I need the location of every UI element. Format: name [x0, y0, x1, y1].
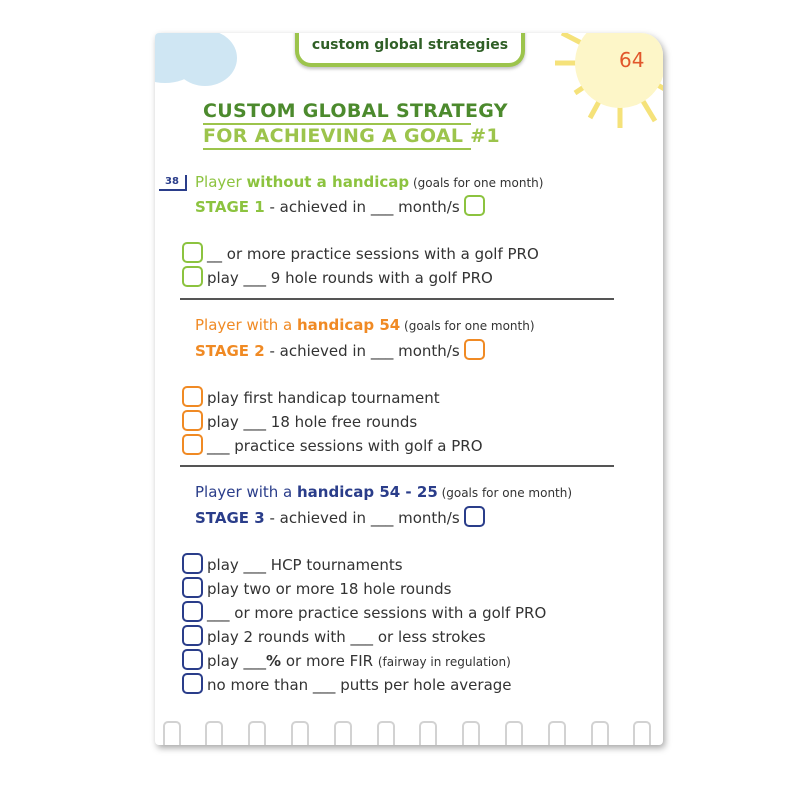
- checkbox[interactable]: [182, 434, 203, 455]
- list-item: play ___ 18 hole free rounds: [182, 410, 417, 431]
- list-item: play ___% or more FIR (fairway in regulation): [182, 649, 511, 670]
- stage1-player-line: Player without a handicap (goals for one month): [195, 173, 544, 191]
- checkbox[interactable]: [182, 673, 203, 694]
- checkbox[interactable]: [182, 553, 203, 574]
- ring-icon: [205, 721, 223, 745]
- page-title-line1: CUSTOM GLOBAL STRATEGY: [203, 100, 508, 122]
- page-number: 64: [619, 48, 645, 72]
- ring-icon: [334, 721, 352, 745]
- section-divider: [180, 465, 614, 467]
- checkbox[interactable]: [182, 577, 203, 598]
- section-tab-label: custom global strategies: [311, 37, 509, 53]
- checkbox[interactable]: [464, 506, 485, 527]
- stage1-label-line: STAGE 1 - achieved in ___ month/s: [195, 195, 489, 216]
- reference-badge: 38: [159, 175, 187, 191]
- checkbox[interactable]: [182, 242, 203, 263]
- list-item: play ___ 9 hole rounds with a golf PRO: [182, 266, 493, 287]
- stage3-player-line: Player with a handicap 54 - 25 (goals for one month): [195, 483, 573, 501]
- list-item: play two or more 18 hole rounds: [182, 577, 451, 598]
- ring-icon: [163, 721, 181, 745]
- checkbox[interactable]: [464, 195, 485, 216]
- list-item: no more than ___ putts per hole average: [182, 673, 512, 694]
- ring-icon: [633, 721, 651, 745]
- sun-icon: [550, 33, 663, 133]
- checkbox[interactable]: [182, 266, 203, 287]
- list-item: ___ or more practice sessions with a golf PRO: [182, 601, 546, 622]
- ring-icon: [591, 721, 609, 745]
- checkbox[interactable]: [182, 625, 203, 646]
- ring-icon: [505, 721, 523, 745]
- title-underline-2: [203, 148, 471, 150]
- ring-icon: [462, 721, 480, 745]
- section-divider: [180, 298, 614, 300]
- section-tab: [295, 33, 525, 67]
- stage2-player-line: Player with a handicap 54 (goals for one month): [195, 316, 535, 334]
- ring-icon: [248, 721, 266, 745]
- ring-icon: [291, 721, 309, 745]
- ring-icon: [377, 721, 395, 745]
- list-item: __ or more practice sessions with a golf PRO: [182, 242, 539, 263]
- page-title-line2: FOR ACHIEVING A GOAL #1: [203, 125, 500, 147]
- list-item: play ___ HCP tournaments: [182, 553, 403, 574]
- stage3-label-line: STAGE 3 - achieved in ___ month/s: [195, 506, 489, 527]
- checkbox[interactable]: [464, 339, 485, 360]
- list-item: play first handicap tournament: [182, 386, 440, 407]
- list-item: play 2 rounds with ___ or less strokes: [182, 625, 486, 646]
- ring-icon: [419, 721, 437, 745]
- spiral-binding: [155, 721, 663, 745]
- stage2-label-line: STAGE 2 - achieved in ___ month/s: [195, 339, 489, 360]
- workbook-page: [155, 33, 663, 745]
- cloud-icon: [155, 33, 245, 93]
- checkbox[interactable]: [182, 649, 203, 670]
- checkbox[interactable]: [182, 601, 203, 622]
- checkbox[interactable]: [182, 410, 203, 431]
- ring-icon: [548, 721, 566, 745]
- checkbox[interactable]: [182, 386, 203, 407]
- list-item: ___ practice sessions with golf a PRO: [182, 434, 483, 455]
